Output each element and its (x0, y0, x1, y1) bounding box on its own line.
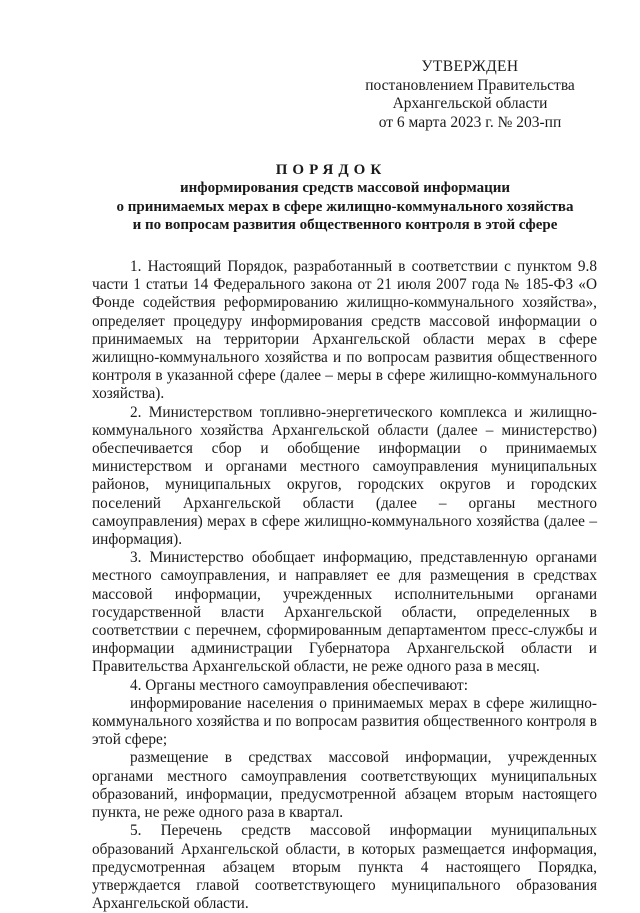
document-subtitle-line-3: и по вопросам развития общественного контроля в этой сфере (132, 217, 558, 234)
approval-line-2: Архангельской области (392, 95, 548, 113)
document-heading: ПОРЯДОК (275, 162, 387, 178)
document-subtitle-line-1: информирования средств массовой информации (179, 180, 511, 197)
document-body (92, 258, 597, 913)
paragraph-1: 1. Настоящий Порядок, разработанный в соответствии с пунктом 9.8 части 1 статьи 14 Федерального закона от 21 июля 2007 года № 185-ФЗ «О Фонде содействия реформированию жилищно-коммунального хозяйства», определяет процедуру информирования средств массовой информации о принимаемых на территории Архангельской области мерах в сфере жилищно-коммунального хозяйства и по вопросам развития общественного контроля в указанной сфере (далее – меры в сфере жилищно-коммунального хозяйства). (92, 258, 597, 403)
approval-stamp (360, 58, 580, 132)
paragraph-4-item-1: информирование населения о принимаемых мерах в сфере жилищно-коммунального хозяйства и по вопросам развития общественного контроля в этой сфере; (92, 694, 597, 749)
paragraph-4: 4. Органы местного самоуправления обеспечивают: (130, 676, 468, 694)
paragraph-4-item-2: размещение в средствах массовой информации, учрежденных органами местного самоуправления соответствующих муниципальных образований, информации, предусмотренной абзацем вторым настоящего пункта, не реже одного раза в квартал. (92, 749, 597, 822)
document-subtitle-line-2: о принимаемых мерах в сфере жилищно-коммунального хозяйства (116, 198, 574, 215)
approval-line-1: постановлением Правительства (365, 76, 575, 94)
paragraph-3: 3. Министерство обобщает информацию, представленную органами местного самоуправления, и направляет ее для размещения в средствах массовой информации, учрежденных исполнительными органами государственной власти Архангельской области, определенных в соответствии с перечнем, сформированным департаментом пресс-службы и информации администрации Губернатора Архангельской области и Правительства Архангельской области, не реже одного раза в месяц. (92, 549, 597, 676)
paragraph-5: 5. Перечень средств массовой информации муниципальных образований Архангельской области, в которых размещается информация, предусмотренная абзацем вторым пункта 4 настоящего Порядка, утверждается главой соответствующего муниципального образования Архангельской области. (92, 822, 597, 913)
approval-line-3: от 6 марта 2023 г. № 203-пп (378, 113, 562, 131)
approval-title: УТВЕРЖДЕН (421, 58, 519, 75)
document-title-block (60, 161, 630, 235)
paragraph-2: 2. Министерством топливно-энергетического комплекса и жилищно-коммунального хозяйства Архангельской области (далее – министерство) обеспечивается сбор и обобщение информации о принимаемых министерством и органами местного самоуправления муниципальных районов, муниципальных округов, городских округов и городских поселений Архангельской области (далее – органы местного самоуправления) мерах в сфере жилищно-коммунального хозяйства (далее – информация). (92, 403, 597, 549)
